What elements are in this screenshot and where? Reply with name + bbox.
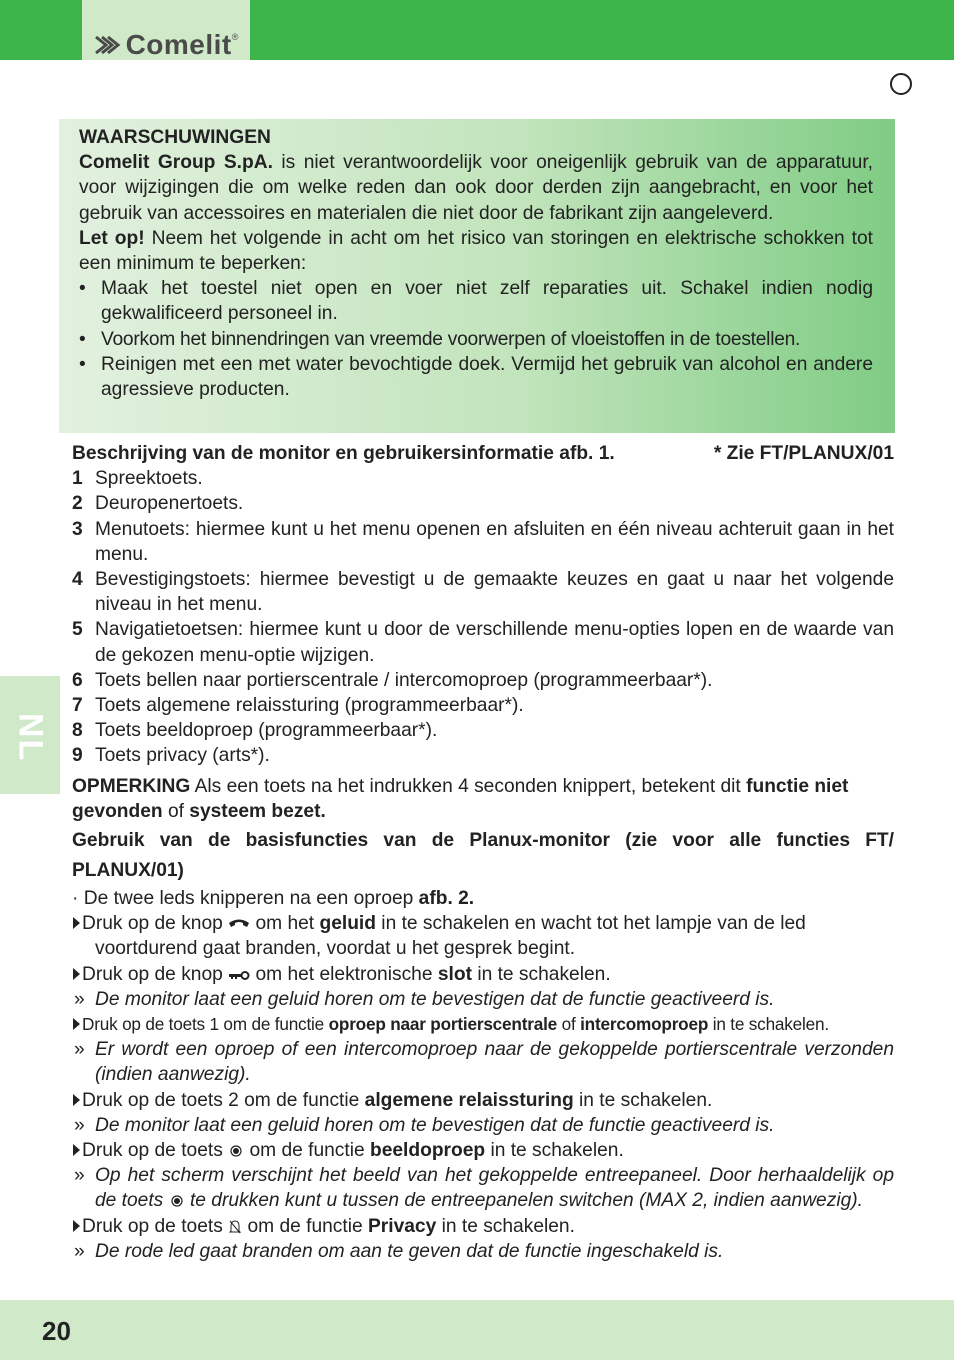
list-item: 4 Bevestigingstoets: hiermee bevestigt u de gemaakte keuzes en gaat u naar het volgende niveau in het menu. <box>72 569 894 616</box>
reference-note: * Zie FT/PLANUX/01 <box>713 443 894 464</box>
circle-icon <box>890 73 912 95</box>
result-line: » De monitor laat een geluid horen om te bevestigen dat de functie geactiveerd is. <box>74 988 775 1010</box>
warning-bullet: • Maak het toestel niet open en voer niet zelf reparaties uit. Schakel indien nodig gekwalificeerd personeel in. <box>79 276 873 326</box>
warning-box <box>59 119 895 433</box>
list-item: 2 Deuropenertoets. <box>72 493 244 515</box>
bell-off-icon <box>228 1219 242 1235</box>
step-audio: Druk op de knop om het geluid in te schakelen en wacht tot het lampje van de led voortdurend gaat branden, voordat u het gesprek begint. <box>72 911 894 961</box>
result-line: » De monitor laat een geluid horen om te bevestigen dat de functie geactiveerd is. <box>74 1114 775 1136</box>
section-title-description: Beschrijving van de monitor en gebruikersinformatie afb. 1. * Zie FT/PLANUX/01 <box>72 441 894 466</box>
section-title-basic-functions: Gebruik van de basisfuncties van de Planux-monitor (zie voor alle functies FT/ PLANUX/01) <box>72 830 894 882</box>
camera-icon <box>228 1145 244 1157</box>
list-item: 9 Toets privacy (arts*). <box>72 745 270 767</box>
step-lock: Druk op de knop om het elektronische slot in te schakelen. <box>72 962 894 987</box>
warning-title: WAARSCHUWINGEN <box>79 127 271 148</box>
warning-paragraph-2: Let op! Neem het volgende in acht om het risico van storingen en elektrische schokken tot een minimum te beperken: <box>79 227 873 275</box>
footer-bar <box>0 1300 954 1360</box>
note-paragraph: OPMERKING Als een toets na het indrukken 4 seconden knippert, betekent dit functie niet gevonden of systeem bezet. <box>72 775 849 822</box>
list-item: 6 Toets bellen naar portierscentrale / intercomoproep (programmeerbaar*). <box>72 669 713 691</box>
list-item: 1 Spreektoets. <box>72 468 203 490</box>
camera-icon <box>169 1195 185 1207</box>
step-porter-call: Druk op de toets 1 om de functie oproep naar portierscentrale of intercomoproep in te schakelen. <box>72 1012 894 1037</box>
key-icon <box>228 969 250 981</box>
step-video-call: Druk op de toets om de functie beeldoproep in te schakelen. <box>72 1138 894 1163</box>
registered-mark: ® <box>231 32 239 42</box>
result-line: » Er wordt een oproep of een intercomoproep naar de gekoppelde portierscentrale verzonden (indien aanwezig). <box>74 1039 894 1086</box>
comelit-logo-icon <box>94 35 122 55</box>
list-item: 7 Toets algemene relaissturing (programmeerbaar*). <box>72 695 524 717</box>
comelit-logo <box>82 30 250 60</box>
phone-handset-icon <box>228 918 250 930</box>
list-item: 8 Toets beeldoproep (programmeerbaar*). <box>72 720 438 742</box>
result-line: » De rode led gaat branden om aan te geven dat de functie ingeschakeld is. <box>74 1240 724 1262</box>
result-line: » Op het scherm verschijnt het beeld van het gekoppelde entreepaneel. Door herhaaldelijk op de toets te drukken kunt u tussen de entreepanelen switchen (MAX 2, indien aanwezig). <box>74 1165 894 1212</box>
brand-name: Comelit <box>125 29 232 60</box>
leds-line: · De twee leds knipperen na een oproep afb. 2. <box>72 888 475 910</box>
language-tab-label: NL <box>11 713 50 763</box>
warning-paragraph-1: Comelit Group S.pA. is niet verantwoordelijk voor oneigenlijk gebruik van de apparatuur, voor wijzigingen die om welke reden dan ook door derden zijn aangebracht, en voor het gebruik van accessoires en materialen die niet door de fabrikant zijn aangeleverd. <box>79 152 873 224</box>
warning-bullet: • Voorkom het binnendringen van vreemde voorwerpen of vloeistoffen in de toestellen. <box>79 327 873 352</box>
list-item: 3 Menutoets: hiermee kunt u het menu openen en afsluiten en één niveau achteruit gaan in het menu. <box>72 518 894 565</box>
main-content <box>72 441 894 1264</box>
warning-bullet: • Reinigen met een met water bevochtigde doek. Vermijd het gebruik van alcohol en andere agressieve producten. <box>79 352 873 402</box>
page-number: 20 <box>42 1316 71 1346</box>
warning-list <box>79 276 873 402</box>
step-privacy: Druk op de toets om de functie Privacy in te schakelen. <box>72 1214 894 1239</box>
step-relay: Druk op de toets 2 om de functie algemene relaissturing in te schakelen. <box>72 1088 894 1113</box>
list-item: 5 Navigatietoetsen: hiermee kunt u door de verschillende menu-opties lopen en de waarde van de gekozen menu-optie wijzigen. <box>72 619 894 666</box>
